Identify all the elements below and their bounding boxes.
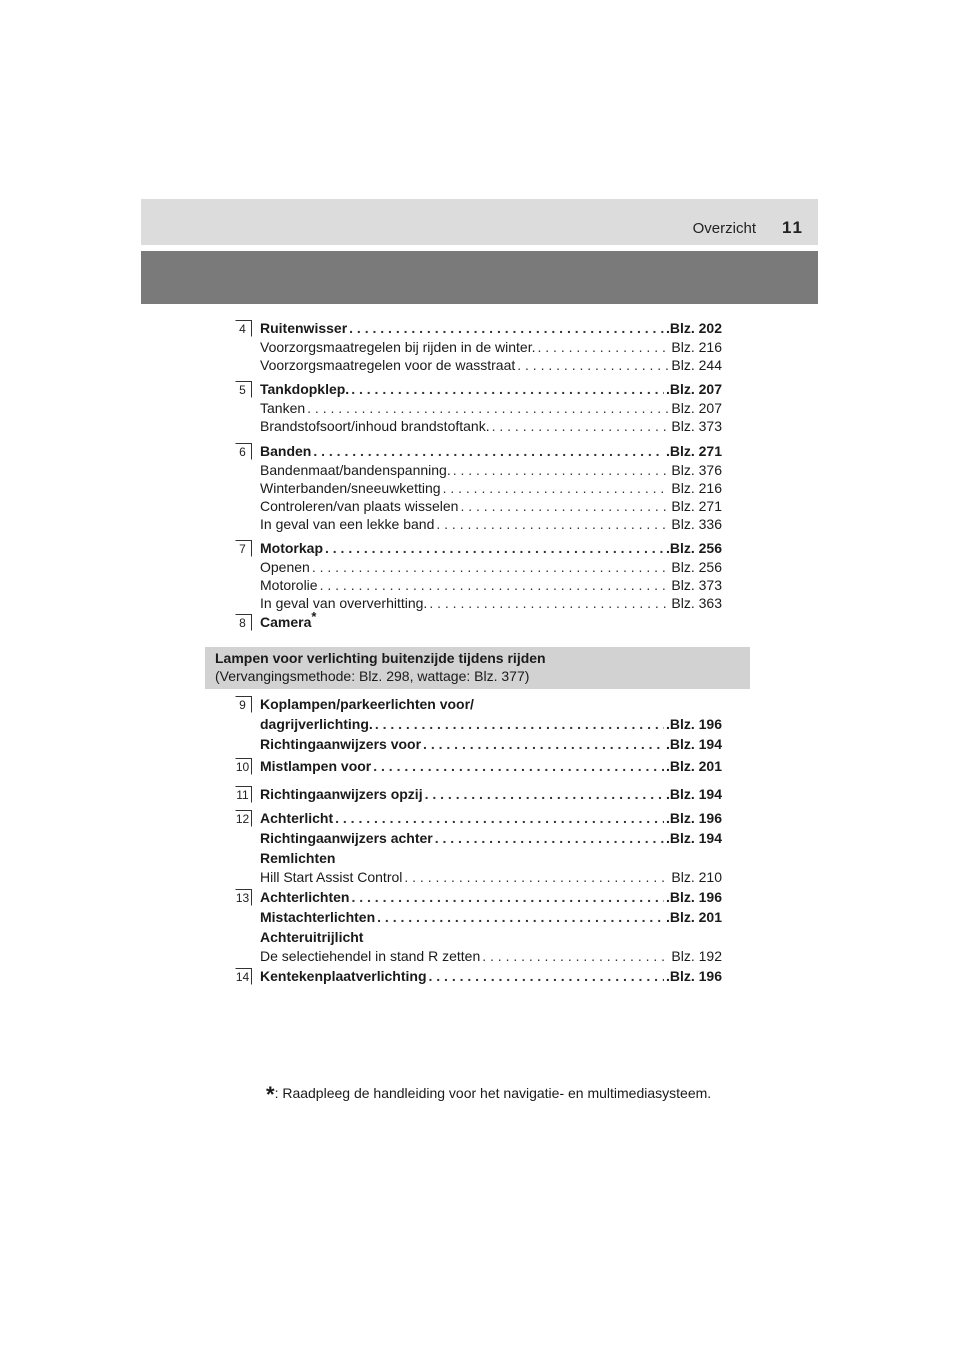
entry-text: Koplampen/parkeerlichten voor/ bbox=[260, 696, 474, 712]
header-band bbox=[141, 251, 818, 304]
dot-leader bbox=[423, 734, 664, 754]
number-badge-label: 4 bbox=[239, 322, 246, 336]
page-reference: Blz. 216 bbox=[671, 339, 722, 355]
dot-leader bbox=[435, 828, 664, 848]
page-reference: Blz. 373 bbox=[671, 418, 722, 434]
page-reference: Blz. 207 bbox=[671, 400, 722, 416]
number-badge-icon bbox=[235, 889, 252, 906]
entry-text: In geval van een lekke band bbox=[260, 516, 435, 532]
entry-text: Banden bbox=[260, 443, 312, 459]
number-badge-label: 10 bbox=[235, 760, 250, 774]
entry-text: Remlichten bbox=[260, 850, 336, 866]
entry-text: Motorolie bbox=[260, 577, 318, 593]
dot-leader bbox=[492, 417, 670, 435]
entry-text: Controleren/van plaats wisselen bbox=[260, 498, 459, 514]
page-reference: Blz. 376 bbox=[671, 462, 722, 478]
entry-text: Hill Start Assist Control bbox=[260, 869, 403, 885]
index-entry bbox=[228, 784, 722, 804]
number-badge-icon bbox=[235, 810, 252, 827]
dot-leader bbox=[373, 756, 664, 776]
page-reference: .Blz. 194 bbox=[665, 830, 722, 846]
entry-line bbox=[260, 734, 722, 754]
page-reference: .Blz. 196 bbox=[665, 968, 722, 984]
entry-line bbox=[260, 966, 722, 986]
number-badge-icon bbox=[235, 786, 252, 803]
entry-text: Voorzorgsmaatregelen bij rijden in de winter. bbox=[260, 339, 536, 355]
page-reference: .Blz. 196 bbox=[665, 810, 722, 826]
entry-text: Richtingaanwijzers opzij bbox=[260, 786, 423, 802]
page-header-bar bbox=[141, 199, 818, 245]
entry-line bbox=[260, 694, 722, 714]
entry-line bbox=[260, 399, 722, 417]
dot-leader bbox=[482, 947, 669, 965]
number-badge-icon bbox=[235, 968, 252, 985]
page-reference: .Blz. 194 bbox=[665, 736, 722, 752]
dot-leader bbox=[460, 497, 669, 515]
page-reference: .Blz. 201 bbox=[665, 909, 722, 925]
entry-line bbox=[260, 479, 722, 497]
entry-line bbox=[260, 356, 722, 374]
entry-text: Kentekenplaatverlichting bbox=[260, 968, 427, 984]
entry-line bbox=[260, 784, 722, 804]
number-badge-label: 13 bbox=[235, 891, 250, 905]
dot-leader bbox=[443, 479, 670, 497]
entry-line bbox=[260, 756, 722, 776]
number-badge-label: 5 bbox=[239, 383, 246, 397]
entry-text: Tanken bbox=[260, 400, 306, 416]
lamp-section-subtitle: (Vervangingsmethode: Blz. 298, wattage: Blz. 377) bbox=[215, 668, 530, 684]
page-reference: Blz. 216 bbox=[671, 480, 722, 496]
index-entry bbox=[228, 318, 722, 374]
dot-leader bbox=[351, 887, 664, 907]
entry-text: Brandstofsoort/inhoud brandstoftank. bbox=[260, 418, 490, 434]
entry-line bbox=[260, 848, 722, 868]
dot-leader bbox=[538, 338, 670, 356]
lamp-section-title: Lampen voor verlichting buitenzijde tijdens rijden bbox=[215, 650, 546, 666]
page-reference: Blz. 210 bbox=[671, 869, 722, 885]
dot-leader bbox=[425, 784, 664, 804]
entry-text: Motorkap bbox=[260, 540, 323, 556]
dot-leader bbox=[453, 461, 670, 479]
entry-text: In geval van oververhitting. bbox=[260, 595, 428, 611]
dot-leader bbox=[404, 868, 669, 886]
number-badge-label: 9 bbox=[239, 698, 246, 712]
entry-line bbox=[260, 417, 722, 435]
dot-leader bbox=[375, 714, 664, 734]
page-number: 11 bbox=[782, 218, 804, 237]
entry-text: Achterlicht bbox=[260, 810, 334, 826]
dot-leader bbox=[349, 318, 664, 338]
entry-line bbox=[260, 609, 722, 632]
number-badge-label: 11 bbox=[236, 788, 249, 802]
dot-leader bbox=[313, 441, 664, 461]
index-entry bbox=[228, 694, 722, 754]
number-badge-icon bbox=[235, 443, 252, 460]
entry-text: Achterlichten bbox=[260, 889, 350, 905]
entry-text: Mistachterlichten bbox=[260, 909, 376, 925]
entry-line bbox=[260, 497, 722, 515]
footnote-text: : Raadpleeg de handleiding voor het navigatie- en multimediasysteem. bbox=[274, 1085, 712, 1101]
entry-line bbox=[260, 318, 722, 338]
index-entry bbox=[228, 966, 722, 986]
section-title: Overzicht bbox=[692, 220, 756, 237]
number-badge-icon bbox=[235, 614, 252, 631]
page-reference: Blz. 244 bbox=[671, 357, 722, 373]
entry-line bbox=[260, 947, 722, 965]
number-badge-icon bbox=[235, 381, 252, 398]
index-entry bbox=[228, 538, 722, 612]
entry-line bbox=[260, 441, 722, 461]
entry-line bbox=[260, 927, 722, 947]
page-reference: .Blz. 194 bbox=[665, 786, 722, 802]
dot-leader bbox=[307, 399, 669, 417]
number-badge-icon bbox=[235, 758, 252, 775]
entry-text: Camera bbox=[260, 614, 312, 630]
entry-text: dagrijverlichting. bbox=[260, 716, 373, 732]
dot-leader bbox=[517, 356, 669, 374]
number-badge-icon bbox=[235, 540, 252, 557]
entry-line bbox=[260, 515, 722, 533]
entry-text: Winterbanden/sneeuwketting bbox=[260, 480, 441, 496]
dot-leader bbox=[325, 538, 664, 558]
page-reference: Blz. 192 bbox=[671, 948, 722, 964]
entry-text: Mistlampen voor bbox=[260, 758, 372, 774]
number-badge-icon bbox=[235, 696, 252, 713]
number-badge-label: 6 bbox=[239, 445, 246, 459]
page-reference: Blz. 336 bbox=[671, 516, 722, 532]
entry-line bbox=[260, 808, 722, 828]
entry-text: De selectiehendel in stand R zetten bbox=[260, 948, 481, 964]
entry-line bbox=[260, 538, 722, 558]
entry-text: Voorzorgsmaatregelen voor de wasstraat bbox=[260, 357, 516, 373]
page-reference: .Blz. 207 bbox=[665, 381, 722, 397]
page-reference: Blz. 256 bbox=[671, 559, 722, 575]
entry-line bbox=[260, 338, 722, 356]
entry-text: Tankdopklep. bbox=[260, 381, 350, 397]
dot-leader bbox=[436, 515, 669, 533]
entry-line bbox=[260, 461, 722, 479]
entry-text: Bandenmaat/bandenspanning. bbox=[260, 462, 451, 478]
dot-leader bbox=[429, 594, 669, 612]
lamp-section-box bbox=[205, 647, 750, 689]
footnote-star: * bbox=[266, 1082, 275, 1107]
page-reference: Blz. 373 bbox=[671, 577, 722, 593]
entry-line bbox=[260, 576, 722, 594]
entry-line bbox=[260, 887, 722, 907]
index-entry bbox=[228, 441, 722, 533]
entry-text: Achteruitrijlicht bbox=[260, 929, 364, 945]
entry-line bbox=[260, 594, 722, 612]
page-reference: .Blz. 196 bbox=[665, 716, 722, 732]
page-reference: .Blz. 201 bbox=[665, 758, 722, 774]
dot-leader bbox=[312, 558, 670, 576]
number-badge-icon bbox=[235, 320, 252, 337]
page-reference: Blz. 271 bbox=[671, 498, 722, 514]
number-badge-label: 8 bbox=[239, 616, 246, 630]
page-reference: Blz. 363 bbox=[671, 595, 722, 611]
dot-leader bbox=[429, 966, 664, 986]
number-badge-label: 12 bbox=[235, 812, 250, 826]
index-entry bbox=[228, 808, 722, 886]
entry-line bbox=[260, 868, 722, 886]
index-entry bbox=[228, 756, 722, 776]
entry-line bbox=[260, 907, 722, 927]
entry-line bbox=[260, 828, 722, 848]
entry-line bbox=[260, 714, 722, 734]
page-reference: .Blz. 196 bbox=[665, 889, 722, 905]
page-reference: .Blz. 202 bbox=[665, 320, 722, 336]
entry-text: Ruitenwisser bbox=[260, 320, 348, 336]
entry-line bbox=[260, 379, 722, 399]
index-entry bbox=[228, 609, 722, 632]
page-reference: .Blz. 256 bbox=[665, 540, 722, 556]
footnote-marker: * bbox=[311, 609, 317, 624]
index-entry bbox=[228, 887, 722, 965]
entry-text: Openen bbox=[260, 559, 310, 575]
number-badge-label: 14 bbox=[235, 970, 250, 984]
entry-text: Richtingaanwijzers voor bbox=[260, 736, 422, 752]
dot-leader bbox=[320, 576, 670, 594]
dot-leader bbox=[377, 907, 664, 927]
dot-leader bbox=[335, 808, 664, 828]
number-badge-label: 7 bbox=[239, 542, 246, 556]
page-reference: .Blz. 271 bbox=[665, 443, 722, 459]
index-entry bbox=[228, 379, 722, 435]
entry-line bbox=[260, 558, 722, 576]
dot-leader bbox=[351, 379, 664, 399]
footnote bbox=[266, 1078, 712, 1107]
entry-text: Richtingaanwijzers achter bbox=[260, 830, 433, 846]
